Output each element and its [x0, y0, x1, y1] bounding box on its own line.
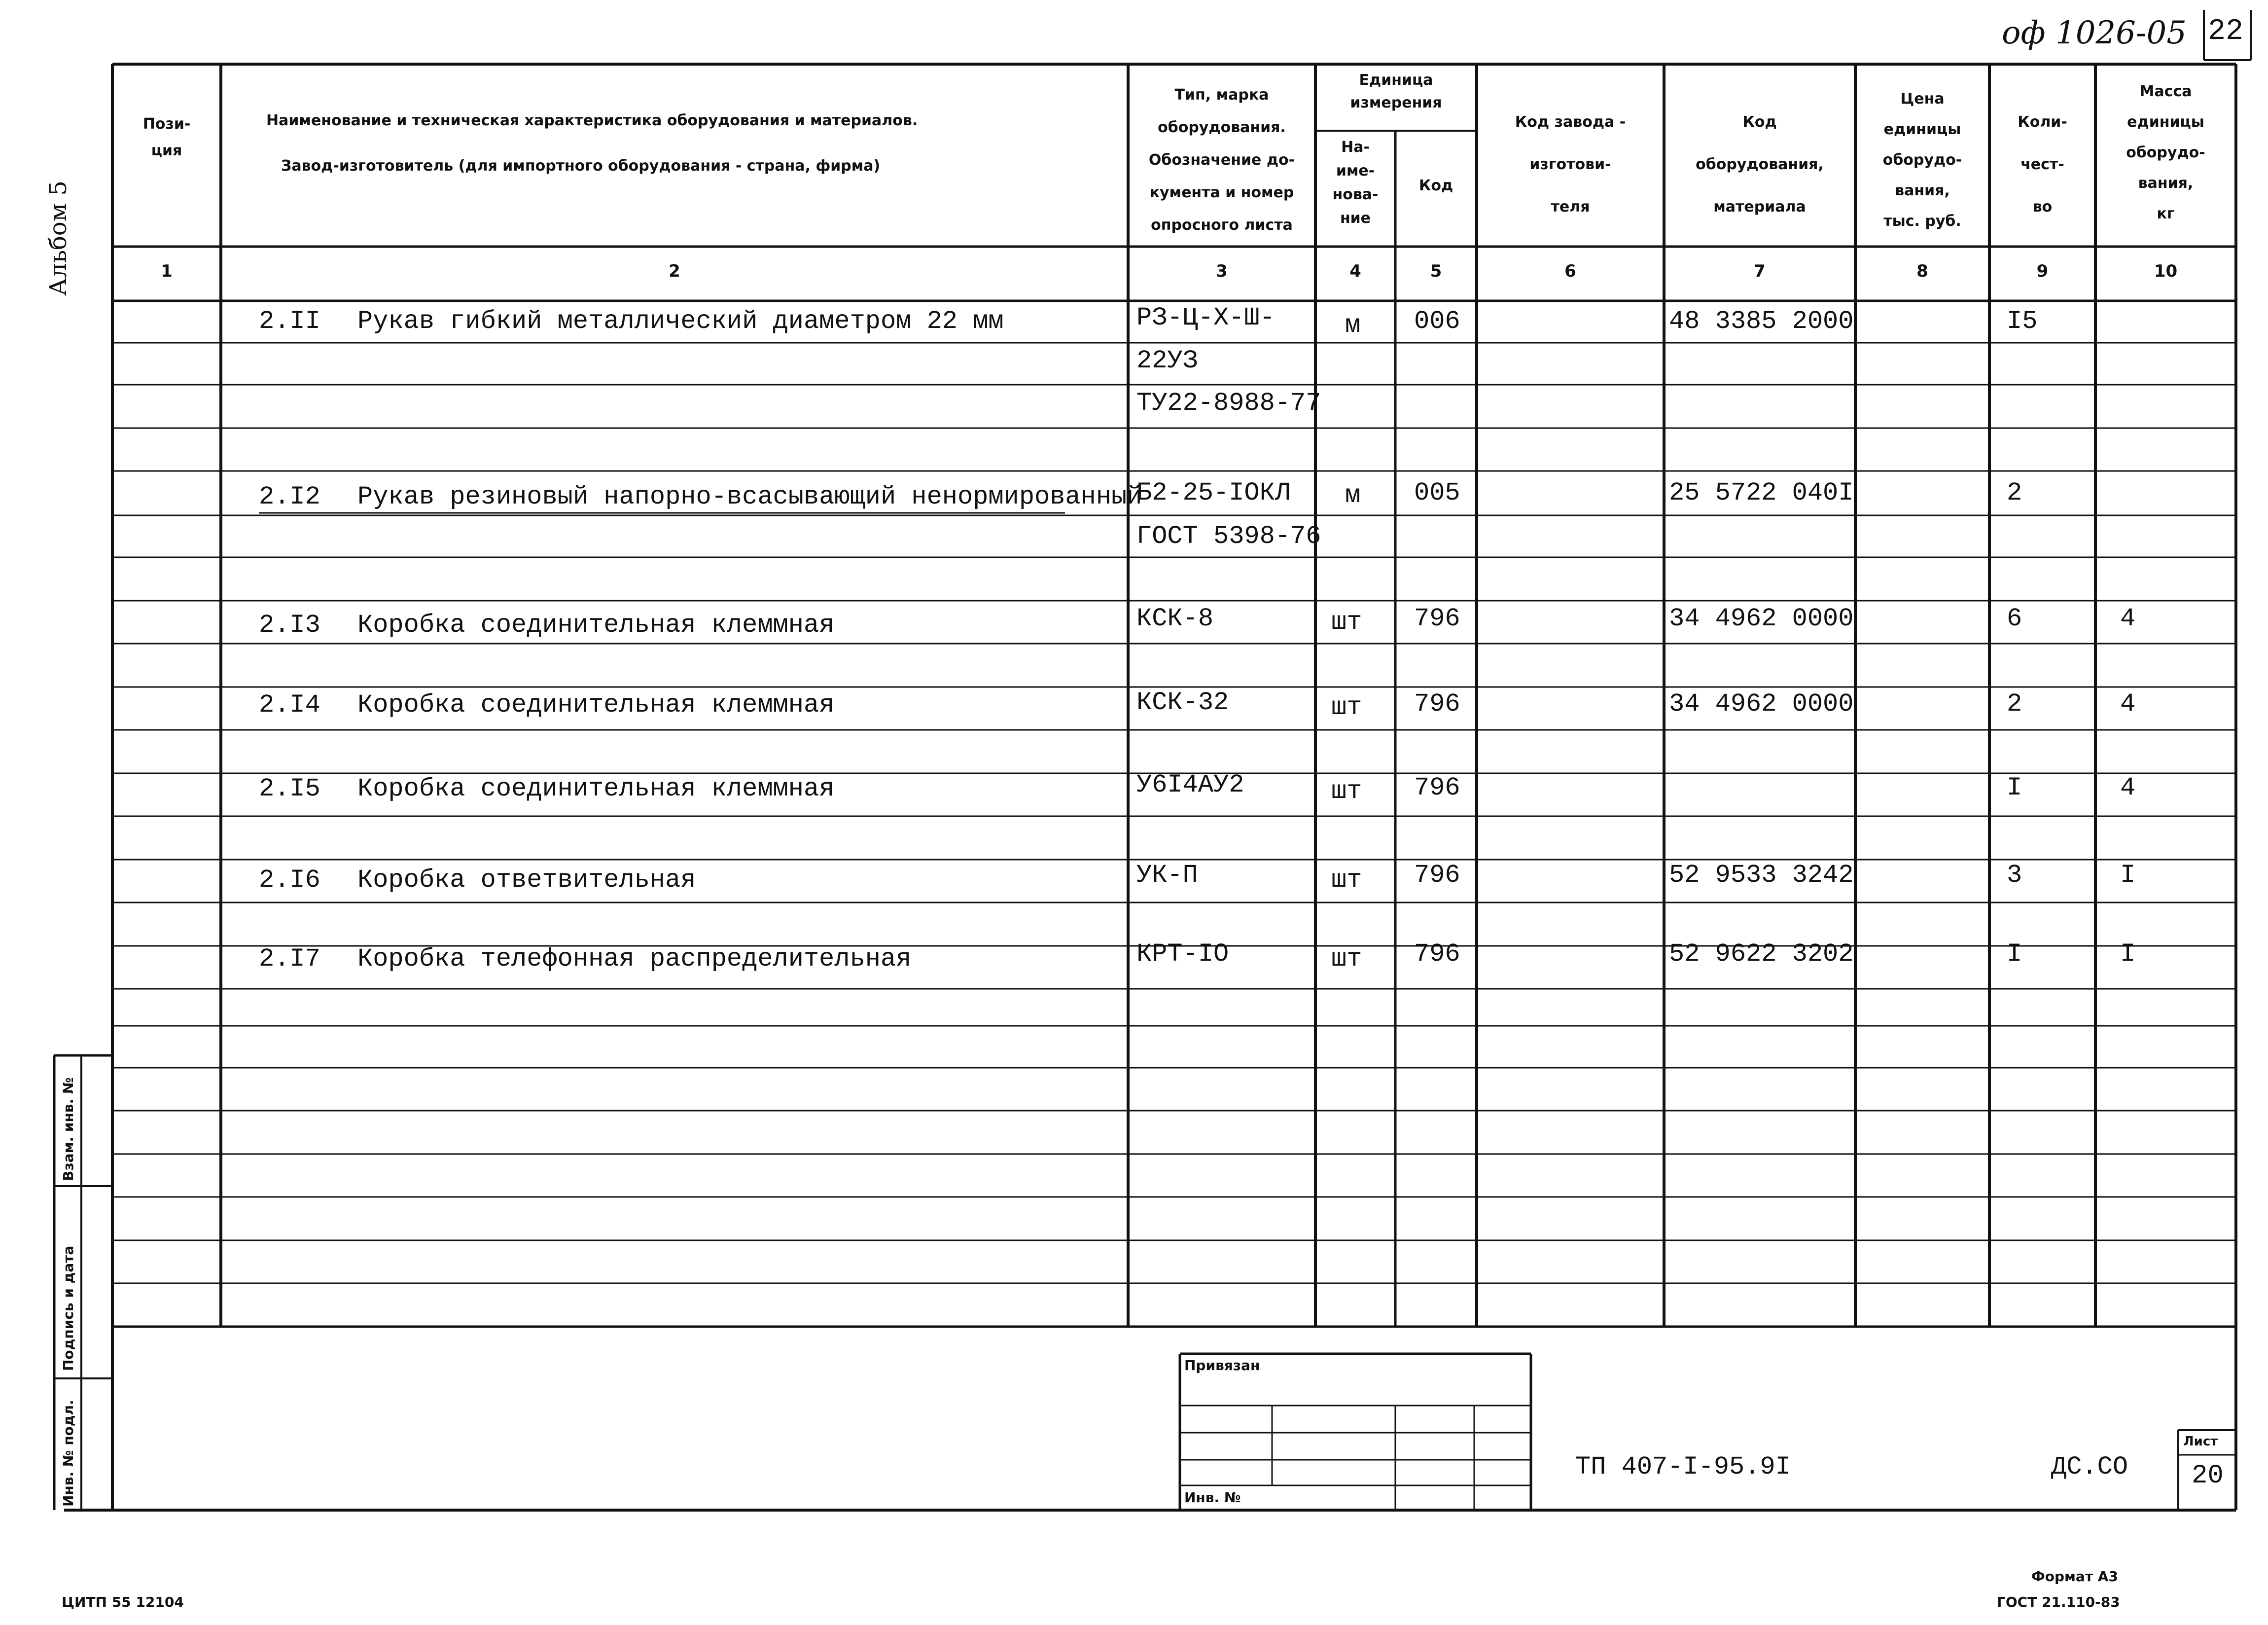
- row-position: 2.I5: [259, 774, 320, 803]
- footer-format: Формат А3: [2031, 1568, 2118, 1585]
- row-equipment-code: 52 9533 3242: [1669, 861, 1854, 890]
- row-type: ГОСТ 5398-76: [1136, 522, 1321, 551]
- row-name: Коробка ответвительная: [357, 866, 696, 895]
- row-type: КСК-32: [1136, 688, 1229, 717]
- header-unit-code: Код: [1418, 177, 1453, 194]
- row-name: Коробка соединительная клеммная: [357, 690, 835, 720]
- row-unit-code: 005: [1414, 478, 1460, 507]
- col-number: 3: [1216, 261, 1228, 281]
- row-unit-code: 796: [1414, 773, 1460, 802]
- row-equipment-code: 52 9622 3202: [1669, 939, 1854, 969]
- footer-left: ЦИТП 55 12104: [62, 1594, 184, 1610]
- row-position: 2.I3: [259, 611, 320, 640]
- row-position: 2.I7: [259, 944, 320, 974]
- row-type: УК-П: [1136, 861, 1198, 890]
- header-plant-code: Код завода - изготови- теля: [1515, 113, 1626, 216]
- row-quantity: 2: [2007, 689, 2022, 719]
- stamp-sheet-label: Лист: [2183, 1434, 2218, 1449]
- row-unit-code: 006: [1414, 307, 1460, 336]
- footer-gost: ГОСТ 21.110-83: [1997, 1594, 2120, 1610]
- header-price: Цена единицы оборудо- вания, тыс. руб.: [1882, 90, 1962, 230]
- row-mass: 4: [2120, 689, 2136, 719]
- row-unit: шт: [1331, 866, 1362, 895]
- header-quantity: Коли- чест- во: [2018, 113, 2067, 216]
- col-number: 4: [1349, 261, 1361, 281]
- side-label-inv: Инв. № подл.: [60, 1400, 76, 1507]
- header-unit: Единица измерения: [1350, 72, 1442, 111]
- row-equipment-code: 34 4962 0000: [1669, 689, 1854, 719]
- stamp-inv-no: Инв. №: [1184, 1489, 1241, 1506]
- header-name-line2: Завод-изготовитель (для импортного оборудования - страна, фирма): [281, 157, 881, 175]
- row-name: Коробка соединительная клеммная: [357, 774, 835, 803]
- row-position: 2.II: [259, 307, 320, 336]
- stamp-doc-code: ТП 407-I-95.9I: [1575, 1452, 1791, 1481]
- col-number: 8: [1916, 261, 1928, 281]
- album-label: Альбом 5: [44, 181, 72, 296]
- row-type: РЗ-Ц-Х-Ш-: [1136, 303, 1275, 332]
- row-unit: м: [1345, 311, 1361, 340]
- document-code: оф 1026-05: [2002, 15, 2187, 51]
- header-position: Пози- ция: [142, 115, 191, 159]
- col-number: 5: [1430, 261, 1442, 281]
- col-number: 7: [1754, 261, 1766, 281]
- stamp-doc-mark: ДС.СО: [2051, 1452, 2128, 1481]
- row-mass: I: [2120, 861, 2136, 890]
- row-quantity: 3: [2007, 861, 2022, 890]
- header-mass: Масса единицы оборудо- вания, кг: [2126, 83, 2205, 222]
- row-type: Б2-25-IOКЛ: [1136, 478, 1291, 507]
- row-unit: шт: [1331, 777, 1362, 806]
- row-equipment-code: 34 4962 0000: [1669, 604, 1854, 633]
- row-type: КСК-8: [1136, 604, 1214, 633]
- row-position: 2.I6: [259, 866, 320, 895]
- row-quantity: 2: [2007, 478, 2022, 507]
- side-label-signature: Подпись и дата: [60, 1245, 76, 1371]
- col-number: 9: [2036, 261, 2049, 281]
- row-equipment-code: 25 5722 040I: [1669, 478, 1854, 507]
- row-name: Рукав гибкий металлический диаметром 22 мм: [357, 307, 1004, 336]
- row-mass: I: [2120, 939, 2136, 969]
- row-type: ТУ22-8988-77: [1136, 389, 1321, 418]
- stamp-privyazan: Привязан: [1184, 1357, 1260, 1373]
- row-unit-code: 796: [1414, 939, 1460, 969]
- row-quantity: I5: [2007, 307, 2038, 336]
- row-name: Коробка телефонная распределительная: [357, 944, 912, 974]
- col-number: 2: [669, 261, 680, 281]
- row-unit: шт: [1331, 693, 1362, 722]
- row-type: У6I4АУ2: [1136, 770, 1244, 799]
- row-unit-code: 796: [1414, 604, 1460, 633]
- row-mass: 4: [2120, 604, 2136, 633]
- col-number: 10: [2154, 261, 2178, 281]
- side-label-vzam: Взам. инв. №: [60, 1077, 76, 1181]
- row-mass: 4: [2120, 773, 2136, 802]
- header-name-line1: Наименование и техническая характеристика оборудования и материалов.: [266, 112, 918, 129]
- row-unit: шт: [1331, 608, 1362, 637]
- row-type: 22УЗ: [1136, 346, 1198, 375]
- row-quantity: I: [2007, 939, 2022, 969]
- row-name: Рукав резиновый напорно-всасывающий ненормированный: [357, 482, 1142, 511]
- row-unit: шт: [1331, 944, 1362, 974]
- header-unit-name: На- име- нова- ние: [1332, 139, 1379, 227]
- col-number: 6: [1564, 261, 1576, 281]
- col-number: 1: [161, 261, 173, 281]
- row-type: КРТ-IO: [1136, 939, 1229, 969]
- row-equipment-code: 48 3385 2000: [1669, 307, 1854, 336]
- row-quantity: 6: [2007, 604, 2022, 633]
- page-number: 22: [2208, 15, 2244, 48]
- row-unit-code: 796: [1414, 689, 1460, 719]
- header-equipment-code: Код оборудования, материала: [1696, 113, 1824, 216]
- row-unit-code: 796: [1414, 861, 1460, 890]
- header-type: Тип, марка оборудования. Обозначение до- кумента и номер опросного листа: [1148, 86, 1295, 234]
- row-position: 2.I4: [259, 690, 320, 720]
- stamp-sheet-number: 20: [2192, 1461, 2224, 1491]
- row-unit: м: [1345, 481, 1361, 510]
- row-name: Коробка соединительная клеммная: [357, 611, 835, 640]
- row-position: 2.I2: [259, 482, 320, 511]
- row-quantity: I: [2007, 773, 2022, 802]
